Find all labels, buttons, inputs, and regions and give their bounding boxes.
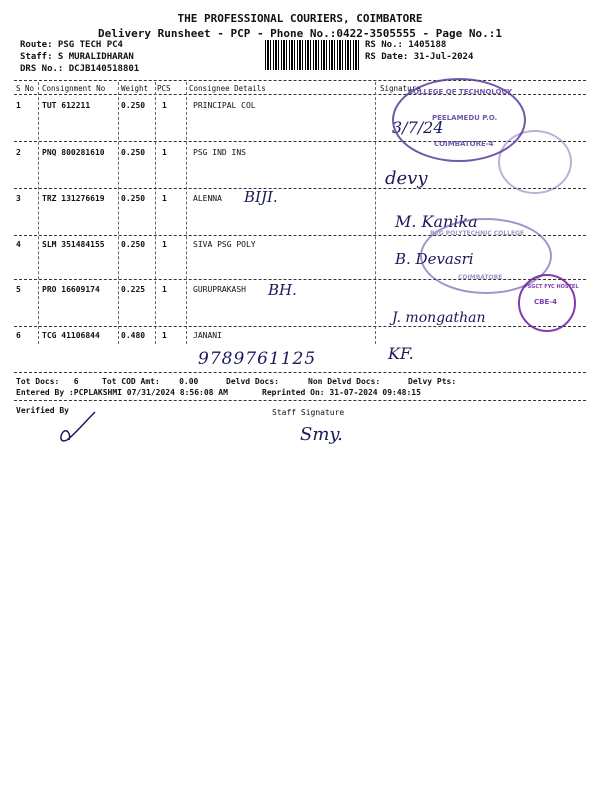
page-subtitle: Delivery Runsheet - PCP - Phone No.:0422-3505555 - Page No.:1 [98,27,502,40]
cell-weight: 0.250 [121,240,146,249]
reprinted-on: Reprinted On: 31-07-2024 09:48:15 [262,388,421,397]
cell-consignment: TUT 612211 [42,101,91,110]
col-consignment: Consignment No [42,84,106,93]
cell-weight: 0.250 [121,194,146,203]
entered-by: Entered By :PCPLAKSHMI 07/31/2024 8:56:08 AM [16,388,228,397]
cell-consignment: PNQ 800281610 [42,148,105,157]
cell-consignment: PRO 16609174 [42,285,100,294]
col-weight: Weight [121,84,149,93]
cell-sno: 2 [16,148,21,157]
cell-weight: 0.225 [121,285,146,294]
cell-weight: 0.250 [121,101,146,110]
stamp-text: CBE-4 [534,298,558,306]
footer-rule [14,400,586,401]
column-divider [375,82,376,344]
handwritten-note: 9789761125 [198,349,317,369]
cell-pcs: 1 [162,101,167,110]
cell-pcs: 1 [162,240,167,249]
cell-consignee: SIVA PSG POLY [193,240,256,249]
cell-sno: 4 [16,240,21,249]
barcode [265,40,360,70]
drs-number: DRS No.: DCJB140518801 [20,64,140,74]
handwritten-note: BH. [268,281,297,299]
cell-weight: 0.250 [121,148,146,157]
col-consignee: Consignee Details [189,84,266,93]
column-divider [155,82,156,344]
row-rule [14,188,586,189]
column-divider [118,82,119,344]
staff-handwritten-signature: Smy. [300,424,343,445]
route-label: Route: PSG TECH PC4 [20,40,123,50]
staff-signature-label: Staff Signature [272,408,345,417]
cell-sno: 5 [16,285,21,294]
page-title: THE PROFESSIONAL COURIERS, COIMBATORE [177,12,423,25]
stamp-text: COLLEGE OF TECHNOLOGY [408,88,513,96]
stamp-text: PEELAMEDU P.O. [432,114,498,122]
handwritten-signature: KF. [388,344,414,363]
cell-consignee: ALENNA [193,194,222,203]
column-divider [186,82,187,344]
cell-pcs: 1 [162,148,167,157]
table-top-rule [14,80,586,81]
col-signature: Signature [380,84,421,93]
total-docs: Tot Docs: 6 [16,377,79,386]
cell-consignment: TRZ 131276619 [42,194,105,203]
handwritten-signature: M. Kanika [395,212,478,231]
cell-sno: 6 [16,331,21,340]
stamp-text: COIMBATORE [458,274,503,281]
handwritten-signature: J. mongathan [392,310,486,326]
cell-pcs: 1 [162,331,167,340]
cell-consignee: JANANI [193,331,222,340]
handwritten-signature: 3/7/24 [392,118,444,137]
cell-weight: 0.480 [121,331,146,340]
rs-date: RS Date: 31-Jul-2024 [365,52,474,62]
handwritten-signature: B. Devasri [395,250,474,268]
stamp-text: PSGCT FYC HOSTEL [524,284,579,290]
cell-consignment: SLM 351484155 [42,240,105,249]
delivered-docs: Delvd Docs: [226,377,279,386]
round-stamp [498,130,572,194]
cell-sno: 1 [16,101,21,110]
handwritten-signature: devy [385,168,428,189]
handwritten-note: BIJI. [244,188,278,206]
total-cod: Tot COD Amt: 0.00 [102,377,199,386]
verified-by-label: Verified By [16,406,69,415]
cell-pcs: 1 [162,194,167,203]
col-pcs: PCS [157,84,171,93]
totals-rule [14,372,586,373]
cell-consignee: GURUPRAKASH [193,285,246,294]
cell-sno: 3 [16,194,21,203]
non-delivered-docs: Non Delvd Docs: [308,377,381,386]
delivery-points: Delvy Pts: [408,377,457,386]
cell-pcs: 1 [162,285,167,294]
col-sno: S No [16,84,35,93]
staff-label: Staff: S MURALIDHARAN [20,52,134,62]
rs-number: RS No.: 1405188 [365,40,447,50]
hostel-stamp [518,274,579,332]
row-rule [14,326,586,327]
verified-signature [55,410,105,445]
stamp-text: PSG POLYTECHNIC COLLEGE [430,230,525,237]
stamp-text: COIMBATORE-4 [434,140,494,148]
cell-consignment: TCG 41106844 [42,331,100,340]
cell-consignee: PRINCIPAL COL [193,101,256,110]
cell-consignee: PSG IND INS [193,148,246,157]
column-divider [38,82,39,344]
